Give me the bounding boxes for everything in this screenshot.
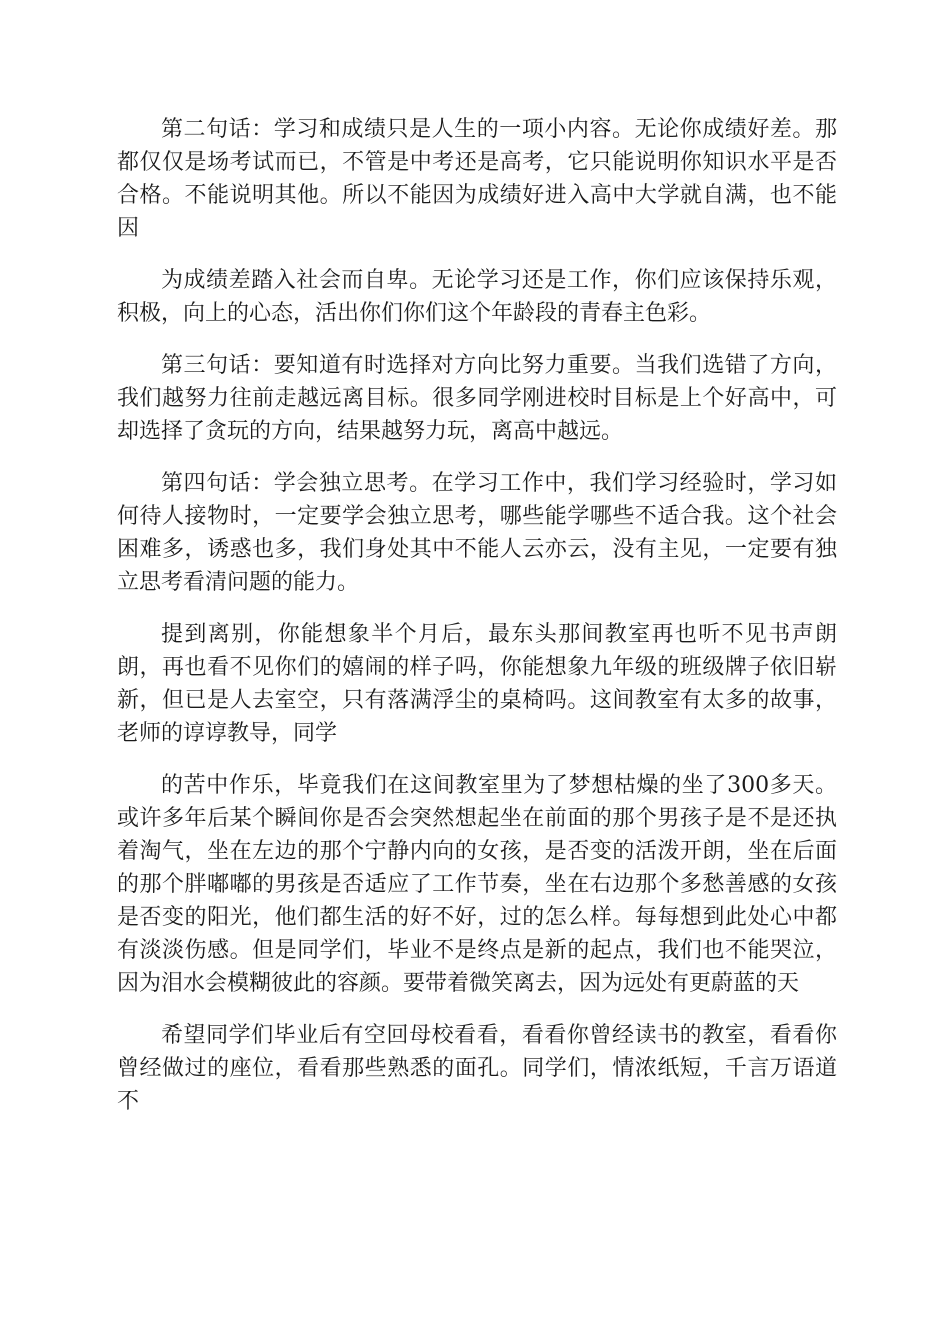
paragraph-fourth-saying: 第四句话：学会独立思考。在学习工作中，我们学习经验时，学习如何待人接物时，一定要学会独立思考，哪些能学哪些不适合我。这个社会困难多，诱惑也多，我们身处其中不能人云亦云，没有主见，一定要有独立思考看清问题的能力。 bbox=[117, 471, 837, 595]
paragraph-farewell-continued: 的苦中作乐，毕竟我们在这间教室里为了梦想枯燥的坐了300多天。或许多年后某个瞬间你是否会突然想起坐在前面的那个男孩子是不是还执着淘气，坐在左边的那个宁静内向的女孩，是否变的活泼开朗，坐在后面的那个胖嘟嘟的男孩是否适应了工作节奏，坐在右边那个多愁善感的女孩是否变的阳光，他们都生活的好不好，过的怎么样。每每想到此处心中都有淡淡伤感。但是同学们，毕业不是终点是新的起点，我们也不能哭泣，因为泪水会模糊彼此的容颜。要带着微笑离去，因为远处有更蔚蓝的天 bbox=[117, 773, 837, 996]
document-page bbox=[117, 113, 837, 1137]
paragraph-second-saying: 第二句话：学习和成绩只是人生的一项小内容。无论你成绩好差。那都仅仅是场考试而已，不管是中考还是高考，它只能说明你知识水平是否合格。不能说明其他。所以不能因为成绩好进入高中大学就自满，也不能因 bbox=[117, 117, 837, 241]
paragraph-hope: 希望同学们毕业后有空回母校看看，看看你曾经读书的教室，看看你曾经做过的座位，看看那些熟悉的面孔。同学们，情浓纸短，千言万语道不 bbox=[117, 1023, 837, 1114]
paragraph-second-saying-continued: 为成绩差踏入社会而自卑。无论学习还是工作，你们应该保持乐观，积极，向上的心态，活出你们你们这个年龄段的青春主色彩。 bbox=[117, 268, 837, 326]
paragraph-farewell: 提到离别，你能想象半个月后，最东头那间教室再也听不见书声朗朗，再也看不见你们的嬉闹的样子吗，你能想象九年级的班级牌子依旧崭新，但已是人去室空，只有落满浮尘的桌椅吗。这间教室有太多的故事，老师的谆谆教导，同学 bbox=[117, 622, 837, 746]
paragraph-third-saying: 第三句话：要知道有时选择对方向比努力重要。当我们选错了方向，我们越努力往前走越远离目标。很多同学刚进校时目标是上个好高中，可却选择了贪玩的方向，结果越努力玩，离高中越远。 bbox=[117, 353, 837, 444]
